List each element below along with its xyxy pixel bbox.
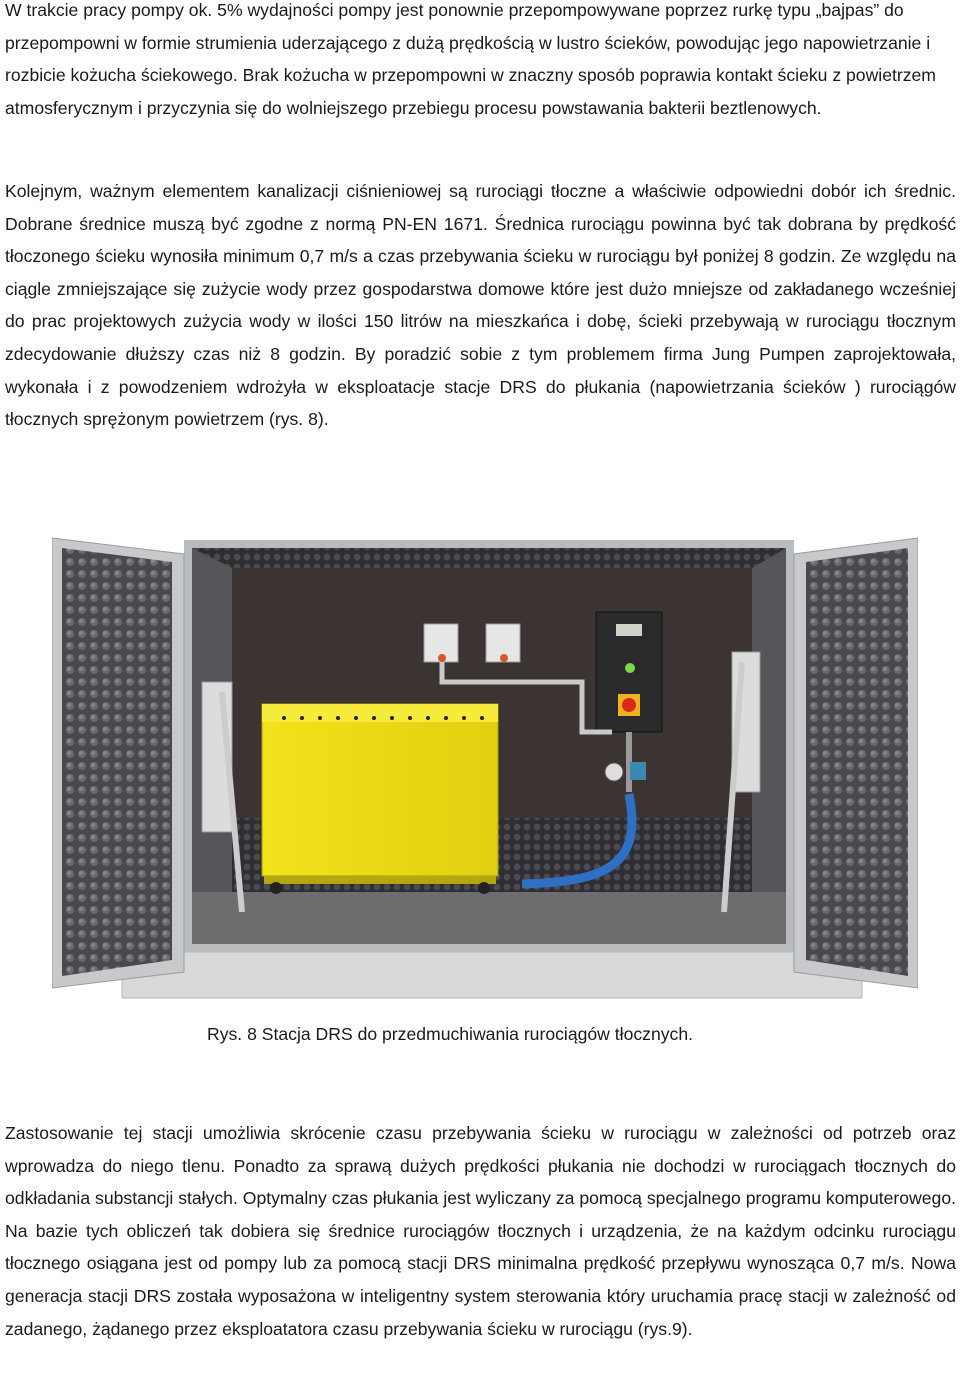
paragraph-bypass: W trakcie pracy pompy ok. 5% wydajności pompy jest ponownie przepompowywane poprzez rurkę typu „bajpas” do przepompowni w formie strumienia uderzającego z dużą prędkością w lustro ścieków, powodując jego napowietrzanie i rozbicie kożucha ściekowego. Brak kożucha w przepompowni w znaczny sposób poprawia kontakt ścieku z powietrzem atmosferycznym i przyczynia się do wolniejszego przebiegu procesu powstawania bakterii beztlenowych. xyxy=(5,0,936,118)
drs-station-photo xyxy=(52,532,918,1000)
figure-caption: Rys. 8 Stacja DRS do przedmuchiwania rurociągów tłocznych. xyxy=(207,1024,693,1044)
paragraph-pressure-pipes: Kolejnym, ważnym elementem kanalizacji ciśnieniowej są rurociągi tłoczne a właściwie odpowiedni dobór ich średnic. Dobrane średnice muszą być zgodne z normą PN-EN 1671. Średnica rurociągu powinna być tak dobrana by prędkość tłoczonego ścieku wynosiła minimum 0,7 m/s a czas przebywania ścieku w rurociągu był poniżej 8 godzin. Ze względu na ciągle zmniejszające się zużycie wody przez gospodarstwa domowe które jest dużo mniejsze od zakładanego wcześniej do prac projektowych zużycia wody w ilości 150 litrów na mieszkańca i dobę, ścieki przebywają w rurociągu tłocznym zdecydowanie dłuższy czas niż 8 godzin. By poradzić sobie z tym problemem firma Jung Pumpen zaprojektowała, wykonała i z powodzeniem wdrożyła w eksploatacje stacje DRS do płukania (napowietrzania ścieków ) rurociągów tłocznych sprężonym powietrzem (rys. 8). xyxy=(5,181,956,430)
paragraph-drs-station: Zastosowanie tej stacji umożliwia skrócenie czasu przebywania ścieku w rurociągu w zależności od potrzeb oraz wprowadza do niego tlenu. Ponadto za sprawą dużych prędkości płukania nie dochodzi w rurociągach tłocznych do odkładania substancji stałych. Optymalny czas płukania jest wyliczany za pomocą specjalnego programu komputerowego. Na bazie tych obliczeń tak dobiera się średnice rurociągów tłocznych i urządzenia, że na każdym odcinku rurociągu tłocznego osiągana jest od pompy lub za pomocą stacji DRS minimalna prędkość przepływu wynosząca 0,7 m/s. Nowa generacja stacji DRS została wyposażona w inteligentny system sterowania który uruchamia pracę stacji w zależność od zadanego, żądanego przez eksploatatora czasu przebywania ścieku w rurociągu (rys.9). xyxy=(5,1123,956,1339)
